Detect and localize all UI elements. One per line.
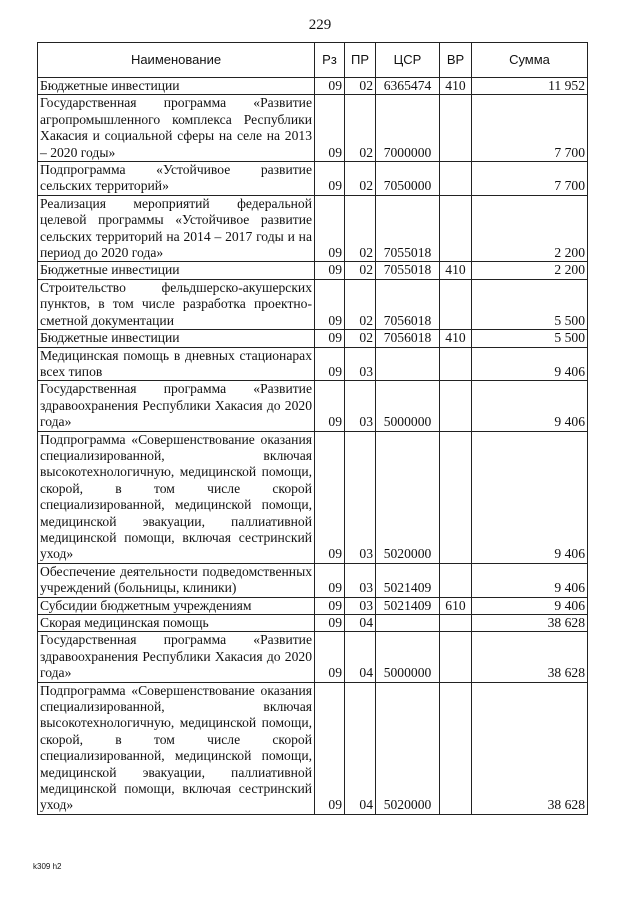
cell-vr [440, 279, 472, 329]
cell-vr [440, 632, 472, 682]
cell-csr: 7056018 [376, 279, 440, 329]
cell-rz: 09 [315, 682, 345, 814]
cell-name: Медицинская помощь в дневных стационарах всех типов [38, 347, 315, 381]
table-row [38, 162, 588, 196]
cell-rz: 09 [315, 162, 345, 196]
cell-vr [440, 162, 472, 196]
table-header-row [38, 43, 588, 78]
cell-csr: 5020000 [376, 431, 440, 563]
cell-name: Подпрограмма «Совершенствование оказания специализированной, включая высокотехнологичную, медицинской помощи, скорой, в том числе скорой специализированной, медицинской помощи, медицинской эвакуации, паллиативной медицинской помощи, включая сестринский уход» [38, 431, 315, 563]
cell-vr [440, 431, 472, 563]
cell-rz: 09 [315, 563, 345, 597]
table-row [38, 330, 588, 347]
header-vr: ВР [440, 43, 472, 78]
cell-name: Подпрограмма «Совершенствование оказания специализированной, включая высокотехнологичную, медицинской помощи, скорой, в том числе скорой специализированной, медицинской помощи, медицинской эвакуации, паллиативной медицинской помощи, включая сестринский уход» [38, 682, 315, 814]
cell-name: Государственная программа «Развитие здравоохранения Республики Хакасия до 2020 года» [38, 381, 315, 431]
cell-name: Бюджетные инвестиции [38, 262, 315, 279]
cell-csr: 7056018 [376, 330, 440, 347]
cell-name: Обеспечение деятельности подведомственных учреждений (больницы, клиники) [38, 563, 315, 597]
cell-name: Бюджетные инвестиции [38, 330, 315, 347]
cell-pr: 03 [345, 381, 376, 431]
cell-sum: 38 628 [472, 682, 588, 814]
cell-sum: 38 628 [472, 632, 588, 682]
cell-name: Строительство фельдшерско-акушерских пунктов, в том числе разработка проектно-сметной документации [38, 279, 315, 329]
cell-vr [440, 563, 472, 597]
cell-csr: 7055018 [376, 195, 440, 262]
cell-pr: 02 [345, 95, 376, 162]
cell-pr: 04 [345, 632, 376, 682]
cell-rz: 09 [315, 381, 345, 431]
cell-csr [376, 615, 440, 632]
cell-rz: 09 [315, 262, 345, 279]
cell-rz: 09 [315, 615, 345, 632]
cell-pr: 02 [345, 162, 376, 196]
table-row [38, 95, 588, 162]
cell-pr: 02 [345, 195, 376, 262]
cell-name: Государственная программа «Развитие здравоохранения Республики Хакасия до 2020 года» [38, 632, 315, 682]
cell-csr: 5021409 [376, 563, 440, 597]
cell-pr: 02 [345, 78, 376, 95]
cell-rz: 09 [315, 95, 345, 162]
cell-sum: 7 700 [472, 95, 588, 162]
header-sum: Сумма [472, 43, 588, 78]
cell-rz: 09 [315, 347, 345, 381]
cell-pr: 03 [345, 563, 376, 597]
cell-rz: 09 [315, 597, 345, 614]
cell-pr: 04 [345, 682, 376, 814]
cell-rz: 09 [315, 279, 345, 329]
table-row [38, 615, 588, 632]
cell-pr: 03 [345, 431, 376, 563]
cell-name: Государственная программа «Развитие агропромышленного комплекса Республики Хакасия и социальной сферы на селе на 2013 – 2020 годы» [38, 95, 315, 162]
cell-vr: 410 [440, 330, 472, 347]
cell-name: Подпрограмма «Устойчивое развитие сельских территорий» [38, 162, 315, 196]
cell-pr: 03 [345, 347, 376, 381]
cell-sum: 38 628 [472, 615, 588, 632]
cell-vr: 610 [440, 597, 472, 614]
page-number: 229 [308, 17, 332, 33]
cell-csr: 5021409 [376, 597, 440, 614]
table-row [38, 597, 588, 614]
cell-name: Реализация мероприятий федеральной целевой программы «Устойчивое развитие сельских территорий на 2014 – 2017 годы и на период до 2020 года» [38, 195, 315, 262]
cell-vr [440, 195, 472, 262]
cell-sum: 7 700 [472, 162, 588, 196]
table-row [38, 262, 588, 279]
cell-rz: 09 [315, 632, 345, 682]
cell-csr: 7050000 [376, 162, 440, 196]
cell-rz: 09 [315, 195, 345, 262]
cell-sum: 2 200 [472, 262, 588, 279]
table-row [38, 563, 588, 597]
cell-sum: 5 500 [472, 279, 588, 329]
cell-vr: 410 [440, 78, 472, 95]
table-row [38, 682, 588, 814]
cell-csr: 5000000 [376, 632, 440, 682]
cell-name: Субсидии бюджетным учреждениям [38, 597, 315, 614]
cell-pr: 03 [345, 597, 376, 614]
cell-vr [440, 615, 472, 632]
header-name: Наименование [38, 43, 315, 78]
cell-sum: 2 200 [472, 195, 588, 262]
cell-sum: 9 406 [472, 597, 588, 614]
cell-sum: 9 406 [472, 563, 588, 597]
cell-sum: 9 406 [472, 347, 588, 381]
cell-csr [376, 347, 440, 381]
table-row [38, 78, 588, 95]
table-row [38, 632, 588, 682]
table-row [38, 431, 588, 563]
cell-csr: 7000000 [376, 95, 440, 162]
cell-csr: 6365474 [376, 78, 440, 95]
table-row [38, 279, 588, 329]
cell-pr: 04 [345, 615, 376, 632]
header-pr: ПР [345, 43, 376, 78]
cell-vr [440, 95, 472, 162]
cell-name: Бюджетные инвестиции [38, 78, 315, 95]
cell-vr: 410 [440, 262, 472, 279]
table-row [38, 195, 588, 262]
footer-code: k309 h2 [33, 862, 62, 871]
cell-sum: 11 952 [472, 78, 588, 95]
cell-sum: 9 406 [472, 381, 588, 431]
table-body [38, 78, 588, 815]
cell-rz: 09 [315, 330, 345, 347]
cell-pr: 02 [345, 279, 376, 329]
cell-pr: 02 [345, 330, 376, 347]
cell-csr: 5000000 [376, 381, 440, 431]
cell-pr: 02 [345, 262, 376, 279]
header-csr: ЦСР [376, 43, 440, 78]
cell-rz: 09 [315, 431, 345, 563]
table-row [38, 381, 588, 431]
cell-sum: 5 500 [472, 330, 588, 347]
cell-name: Скорая медицинская помощь [38, 615, 315, 632]
cell-vr [440, 381, 472, 431]
header-rz: Рз [315, 43, 345, 78]
cell-sum: 9 406 [472, 431, 588, 563]
cell-rz: 09 [315, 78, 345, 95]
cell-vr [440, 682, 472, 814]
cell-vr [440, 347, 472, 381]
cell-csr: 5020000 [376, 682, 440, 814]
budget-table [37, 42, 588, 815]
table-row [38, 347, 588, 381]
cell-csr: 7055018 [376, 262, 440, 279]
